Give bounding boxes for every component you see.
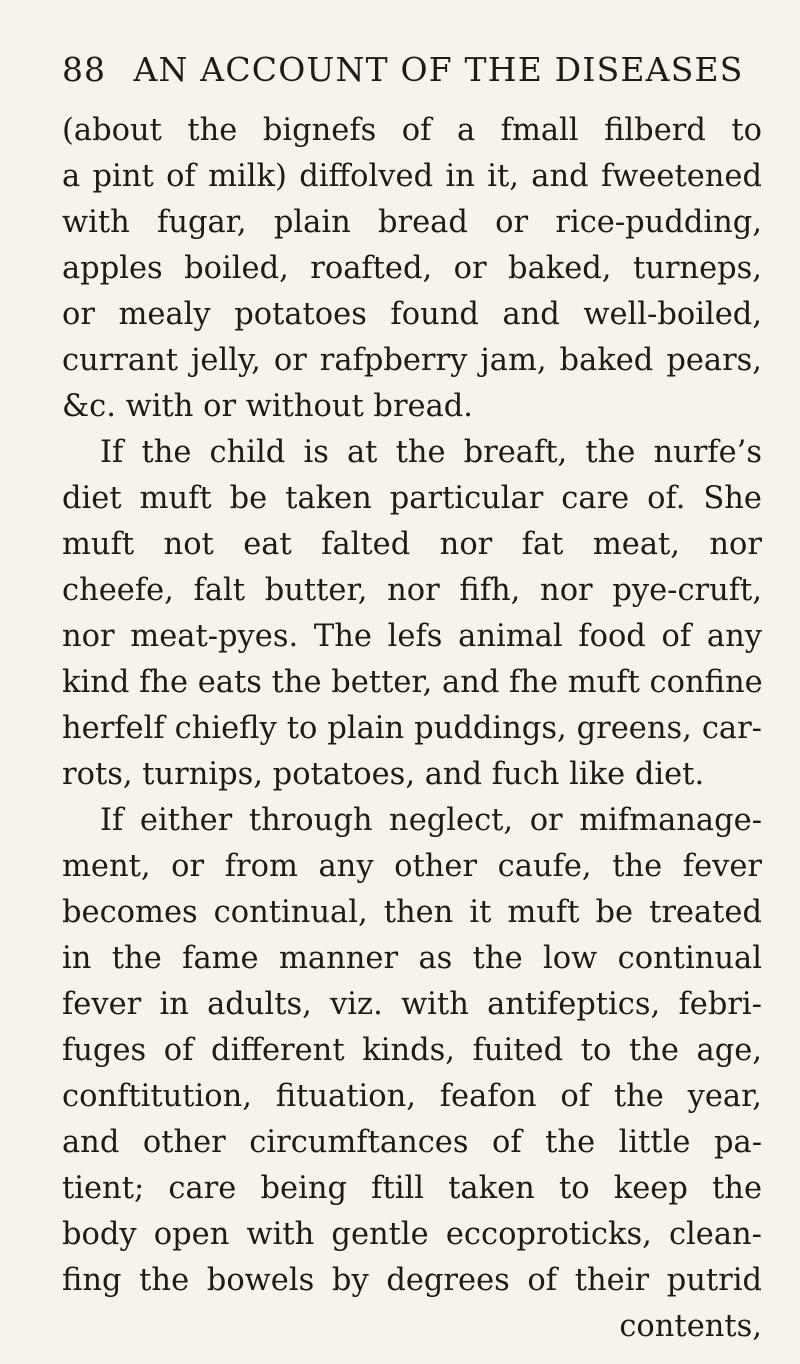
text-line: rots, turnips, potatoes, and fuch like diet. (62, 757, 705, 792)
text-line: &c. with or without bread. (62, 389, 473, 424)
text-line: becomes continual, then it muft be treated (62, 895, 762, 930)
text-line: and other circumftances of the little pa- (62, 1125, 762, 1160)
text-line: currant jelly, or rafpberry jam, baked pears, (62, 343, 762, 378)
text-line: tient; care being ftill taken to keep the (62, 1171, 762, 1206)
text-line: in the fame manner as the low continual (62, 941, 762, 976)
paragraph-start-line: If either through neglect, or mifmanage- (100, 803, 762, 838)
text-line: nor meat-pyes. The lefs animal food of any (62, 619, 762, 654)
paragraph-start-line: If the child is at the breaft, the nurfe’s (100, 435, 762, 470)
text-line: with fugar, plain bread or rice-pudding, (62, 205, 762, 240)
text-line: kind fhe eats the better, and fhe muft confine (62, 665, 763, 700)
text-line: a pint of milk) diffolved in it, and fweetened (62, 159, 762, 194)
page-number: 88 (62, 50, 106, 89)
running-header (62, 50, 762, 100)
text-line: fever in adults, viz. with antifeptics, febri- (62, 987, 762, 1022)
catchword-line: contents, (619, 1309, 762, 1344)
text-line: herfelf chiefly to plain puddings, greens, car- (62, 711, 762, 746)
text-line: or mealy potatoes found and well-boiled, (62, 297, 762, 332)
text-line: diet muft be taken particular care of. She (62, 481, 762, 516)
text-line: ment, or from any other caufe, the fever (62, 849, 762, 884)
text-line: body open with gentle eccoproticks, clean- (62, 1217, 762, 1252)
text-line: (about the bignefs of a fmall filberd to (62, 113, 762, 148)
text-line: muft not eat falted nor fat meat, nor (62, 527, 762, 562)
running-title: AN ACCOUNT OF THE DISEASES (133, 50, 744, 89)
text-line: apples boiled, roafted, or baked, turneps, (62, 251, 762, 286)
text-line: fuges of different kinds, fuited to the age, (62, 1033, 762, 1068)
text-line: fing the bowels by degrees of their putrid (62, 1263, 762, 1298)
text-line: cheefe, falt butter, nor fifh, nor pye-cruft, (62, 573, 762, 608)
text-line: conftitution, fituation, feafon of the year, (62, 1079, 762, 1114)
